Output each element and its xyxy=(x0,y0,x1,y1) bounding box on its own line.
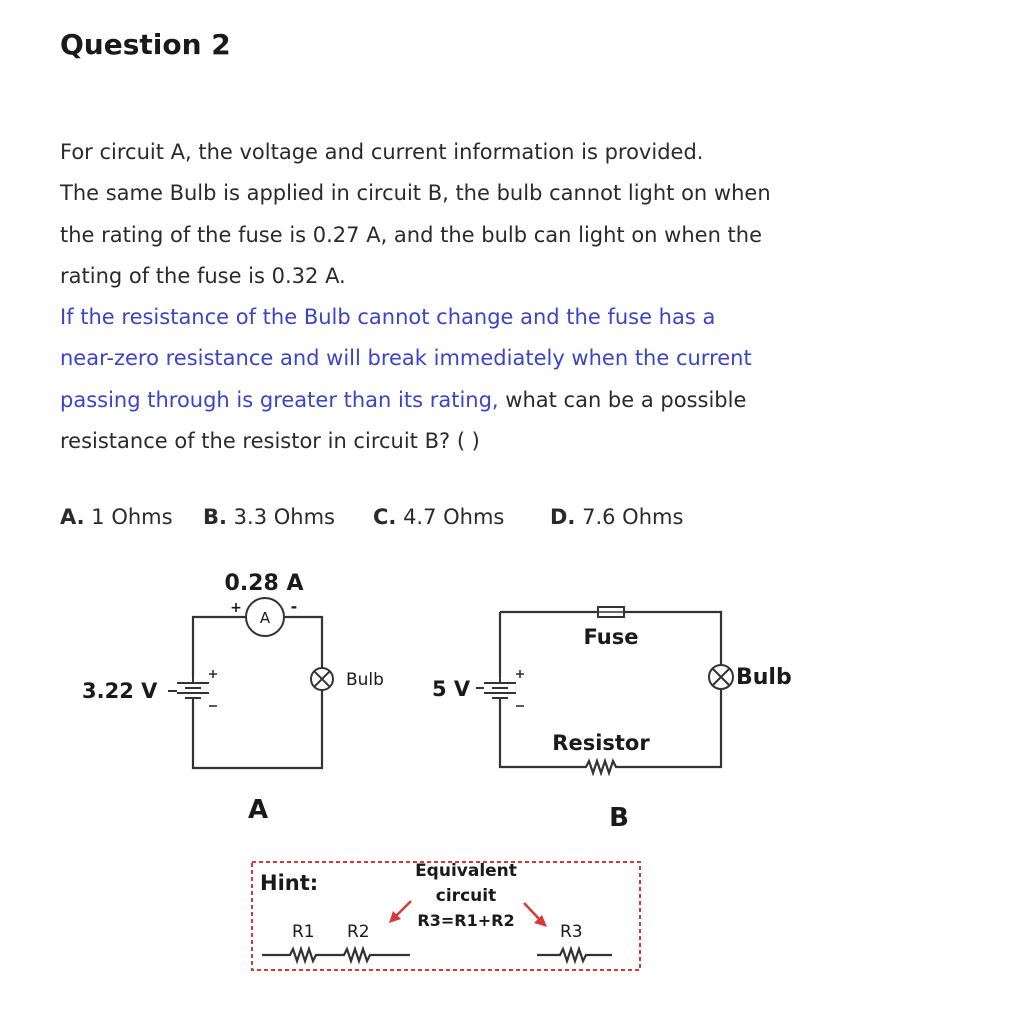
hint-r3-label: R3 xyxy=(560,922,583,942)
ammeter-plus: + xyxy=(230,600,242,616)
circuit-a-wire-top-right xyxy=(284,617,322,668)
hint-equivalent: Equivalent xyxy=(415,861,517,881)
hint-box xyxy=(252,861,640,970)
hint-r1-label: R1 xyxy=(292,922,315,942)
question-line-1: For circuit A, the voltage and current information is provided. xyxy=(60,140,704,164)
circuit-a xyxy=(82,571,384,825)
arrow-right-icon xyxy=(524,903,547,927)
hint-r2-label: R2 xyxy=(347,922,370,942)
question-line-7-rest: what can be a possible xyxy=(498,387,747,412)
hint-title: Hint: xyxy=(260,871,319,895)
question-line-3: the rating of the fuse is 0.27 A, and the bulb can light on when the xyxy=(60,222,763,247)
ammeter-minus: - xyxy=(290,597,298,616)
hint-series-resistors-icon xyxy=(262,949,410,961)
option-a-text: 1 Ohms xyxy=(84,505,173,529)
circuit-a-wire-top-left xyxy=(193,617,246,677)
question-line-6: near-zero resistance and will break immediately when the current xyxy=(60,346,752,371)
bulb-icon-a xyxy=(311,668,333,690)
circuit-b-resistor-label: Resistor xyxy=(552,731,650,755)
option-d-letter: D. xyxy=(550,505,576,529)
circuit-a-wire-bottom xyxy=(193,690,322,768)
svg-text:A: A xyxy=(259,609,271,627)
hint-formula: R3=R1+R2 xyxy=(417,911,515,930)
circuit-b-voltage: 5 V xyxy=(432,677,471,701)
circuit-b-name: B xyxy=(609,803,629,833)
question-line-2: The same Bulb is applied in circuit B, the bulb cannot light on when xyxy=(60,181,771,206)
arrow-left-icon xyxy=(389,901,411,923)
circuit-b-wire-right-bottom xyxy=(622,689,721,767)
question-line-5: If the resistance of the Bulb cannot change and the fuse has a xyxy=(60,305,716,330)
circuit-a-current: 0.28 A xyxy=(224,571,304,596)
option-a-letter: A. xyxy=(60,505,85,529)
circuit-a-name: A xyxy=(247,795,269,825)
hint-circuit: circuit xyxy=(435,886,497,906)
ammeter-icon xyxy=(246,598,284,636)
circuit-a-bulb-label: Bulb xyxy=(346,670,384,690)
circuit-b-fuse-label: Fuse xyxy=(583,625,639,649)
circuit-a-voltage: 3.22 V xyxy=(82,679,158,703)
option-d-text: 7.6 Ohms xyxy=(575,505,684,529)
question-line-4: rating of the fuse is 0.32 A. xyxy=(60,263,346,288)
option-b-text: 3.3 Ohms xyxy=(226,505,335,529)
question-line-7-blue: passing through is greater than its rating, xyxy=(60,387,499,412)
option-c-text: 4.7 Ohms xyxy=(396,505,505,529)
circuit-b-wire-top-right xyxy=(624,612,721,665)
circuit-b xyxy=(432,607,792,833)
option-b-letter: B. xyxy=(203,505,227,529)
option-c-letter: C. xyxy=(373,505,397,529)
bulb-icon-b xyxy=(709,665,733,689)
question-title: Question 2 xyxy=(60,28,231,61)
fuse-icon xyxy=(598,607,624,617)
hint-equivalent-resistor-icon xyxy=(537,949,612,961)
resistor-icon-b xyxy=(580,761,622,773)
question-line-8: resistance of the resistor in circuit B? ( ) xyxy=(60,429,480,454)
circuit-b-bulb-label: Bulb xyxy=(736,665,792,690)
